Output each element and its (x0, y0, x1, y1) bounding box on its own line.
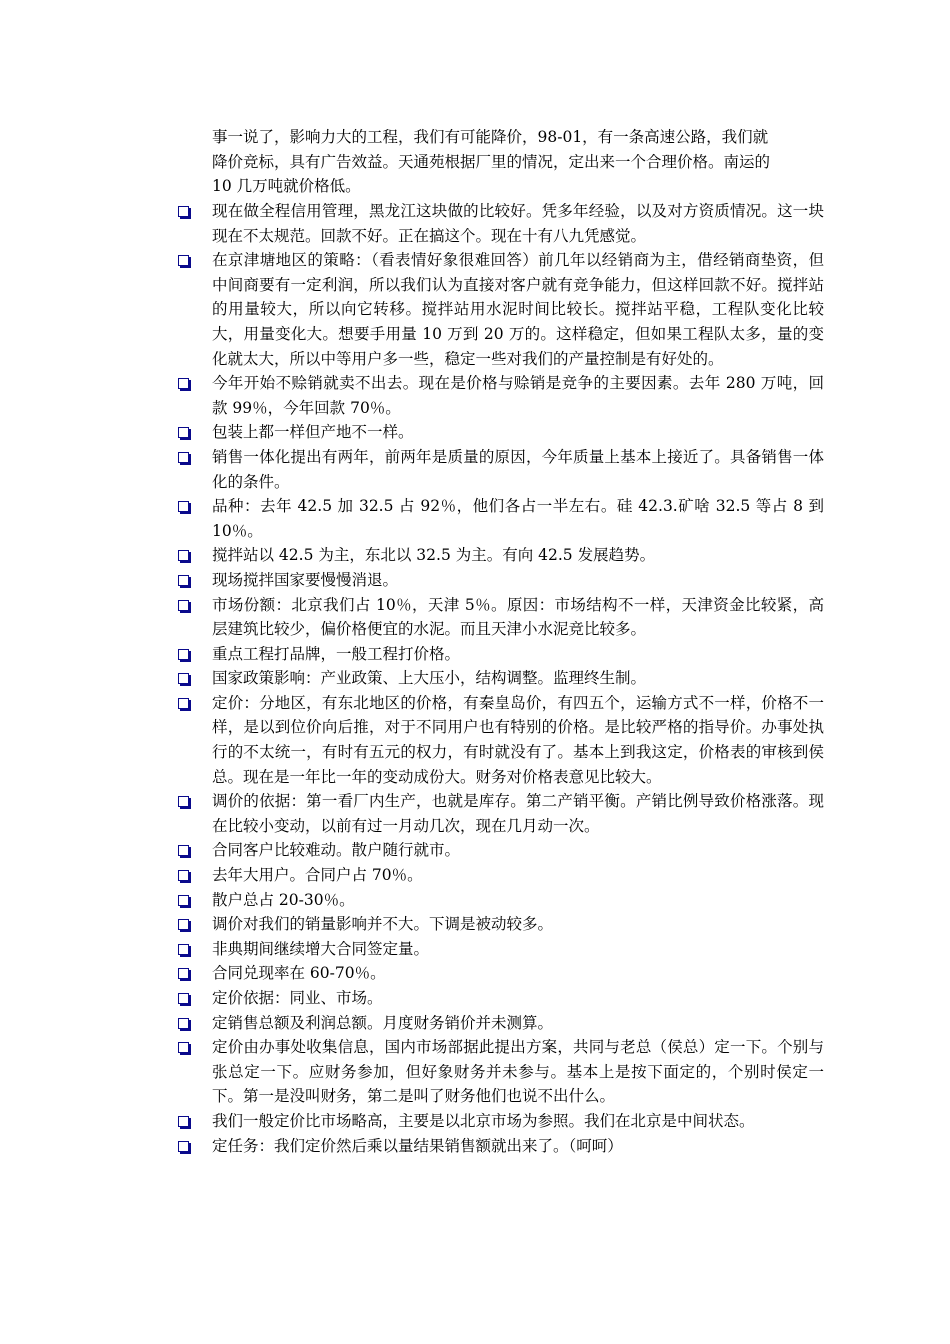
list-item (178, 199, 824, 248)
checkbox-bullet-icon (178, 993, 189, 1004)
checkbox-bullet-icon (178, 1116, 189, 1127)
checkbox-bullet-icon (178, 968, 189, 979)
list-item (178, 1134, 824, 1159)
list-item-text: 定价依据：同业、市场。 (212, 989, 383, 1007)
list-item-text: 定价：分地区，有东北地区的价格，有秦皇岛价，有四五个，运输方式不一样，价格不一样，是以到位价向后推，对于不同用户也有特别的价格。是比较严格的指导价。办事处执行的不太统一，有时有五元的权力，有时就没有了。基本上到我这定，价格表的审核到侯总。现在是一年比一年的变动成份大。财务对价格表意见比较大。 (212, 693, 824, 786)
list-item (178, 937, 824, 962)
list-item-text: 在京津塘地区的策略：（看表情好象很难回答）前几年以经销商为主，借经销商垫资，但中间商要有一定利润，所以我们认为直接对客户就有竞争能力，但这样回款不好。搅拌站的用量较大，所以向它转移。搅拌站用水泥时间比较长。搅拌站平稳，工程队变化比较大，用量变化大。想要手用量 10 万到 20 万的。这样稳定，但如果工程队太多，量的变化就太大，所以中等用户多一些，稳定一些对我们的产量控制是有好处的。 (212, 251, 824, 368)
checkbox-bullet-icon (178, 895, 189, 906)
list-item (178, 691, 824, 789)
list-item-text: 搅拌站以 42.5 为主，东北以 32.5 为主。有向 42.5 发展趋势。 (212, 546, 656, 565)
checkbox-bullet-icon (178, 206, 189, 217)
checkbox-bullet-icon (178, 944, 189, 955)
list-item-text: 市场份额：北京我们占 10％，天津 5％。原因：市场结构不一样，天津资金比较紧，高层建筑比较少，偏价格便宜的水泥。而且天津小水泥竞比较多。 (212, 595, 824, 639)
checkbox-bullet-icon (178, 452, 189, 463)
checkbox-bullet-icon (178, 845, 189, 856)
list-item (178, 543, 824, 568)
checkbox-bullet-icon (178, 1042, 189, 1053)
list-item (178, 568, 824, 593)
intro-line: 降价竞标，具有广告效益。天通苑根据厂里的情况，定出来一个合理价格。南运的 (212, 152, 771, 171)
list-item-text: 我们一般定价比市场略高，主要是以北京市场为参照。我们在北京是中间状态。 (212, 1111, 755, 1130)
checkbox-bullet-icon (178, 378, 189, 389)
list-item (178, 371, 824, 420)
checkbox-bullet-icon (178, 600, 189, 611)
list-item (178, 789, 824, 838)
list-item-text: 定销售总额及利润总额。月度财务销价并未测算。 (212, 1013, 554, 1032)
checkbox-bullet-icon (178, 427, 189, 438)
list-item-text: 现在做全程信用管理，黑龙江这块做的比较好。凭多年经验，以及对方资质情况。这一块现在不太规范。回款不好。正在搞这个。现在十有八九凭感觉。 (212, 202, 824, 245)
list-item-text: 品种：去年 42.5 加 32.5 占 92％，他们各占一半左右。硅 42.3.矿啥 32.5 等占 8 到 10％。 (212, 497, 824, 540)
list-item (178, 1109, 824, 1134)
list-item (178, 666, 824, 691)
list-item (178, 420, 824, 445)
list-item (178, 1035, 824, 1109)
intro-line: 事一说了，影响力大的工程，我们有可能降价，98-01，有一条高速公路，我们就 (212, 128, 769, 146)
list-item (178, 494, 824, 543)
list-item-text: 调价的依据：第一看厂内生产，也就是库存。第二产销平衡。产销比例导致价格涨落。现在比较小变动，以前有过一月动几次，现在几月动一次。 (212, 792, 824, 835)
checkbox-bullet-icon (178, 698, 189, 709)
list-item (178, 248, 824, 371)
checkbox-bullet-icon (178, 550, 189, 561)
list-item-text: 国家政策影响：产业政策、上大压小，结构调整。监理终生制。 (212, 669, 647, 688)
list-item-text: 非典期间继续增大合同签定量。 (212, 939, 430, 958)
checkbox-bullet-icon (178, 575, 189, 586)
checkbox-bullet-icon (178, 501, 189, 512)
list-item-text: 包装上都一样但产地不一样。 (212, 423, 414, 442)
checkbox-bullet-icon (178, 796, 189, 807)
list-item-text: 重点工程打品牌，一般工程打价格。 (212, 644, 461, 663)
list-item-text: 散户总占 20-30％。 (212, 890, 355, 909)
list-item (178, 838, 824, 863)
list-item-text: 定任务：我们定价然后乘以量结果销售额就出来了。（呵呵） (212, 1136, 623, 1155)
bullet-list (178, 199, 824, 1158)
checkbox-bullet-icon (178, 1141, 189, 1152)
list-item (178, 961, 824, 986)
list-item-text: 调价对我们的销量影响并不大。下调是被动较多。 (212, 915, 554, 934)
checkbox-bullet-icon (178, 649, 189, 660)
list-item-text: 合同客户比较难动。散户随行就市。 (212, 841, 461, 860)
intro-line: 10 几万吨就价格低。 (212, 177, 361, 196)
intro-paragraph (212, 125, 812, 199)
list-item (178, 888, 824, 913)
checkbox-bullet-icon (178, 255, 189, 266)
list-item-text: 销售一体化提出有两年，前两年是质量的原因，今年质量上基本上接近了。具备销售一体化的条件。 (212, 447, 824, 491)
list-item (178, 986, 824, 1011)
list-item-text: 今年开始不赊销就卖不出去。现在是价格与赊销是竞争的主要因素。去年 280 万吨，回款 99％，今年回款 70％。 (212, 374, 824, 417)
list-item-text: 定价由办事处收集信息，国内市场部据此提出方案，共同与老总（侯总）定一下。个别与张总定一下。应财务参加，但好象财务并未参与。基本上是按下面定的，个别时侯定一下。第一是没叫财务，第二是叫了财务他们也说不出什么。 (212, 1038, 824, 1106)
list-item (178, 912, 824, 937)
list-item (178, 593, 824, 642)
list-item (178, 1011, 824, 1036)
list-item-text: 去年大用户。合同户占 70％。 (212, 866, 423, 885)
list-item (178, 642, 824, 667)
list-item (178, 863, 824, 888)
list-item (178, 445, 824, 494)
checkbox-bullet-icon (178, 870, 189, 881)
checkbox-bullet-icon (178, 673, 189, 684)
checkbox-bullet-icon (178, 1018, 189, 1029)
list-item-text: 合同兑现率在 60-70％。 (212, 964, 386, 983)
checkbox-bullet-icon (178, 919, 189, 930)
list-item-text: 现场搅拌国家要慢慢消退。 (212, 570, 399, 589)
